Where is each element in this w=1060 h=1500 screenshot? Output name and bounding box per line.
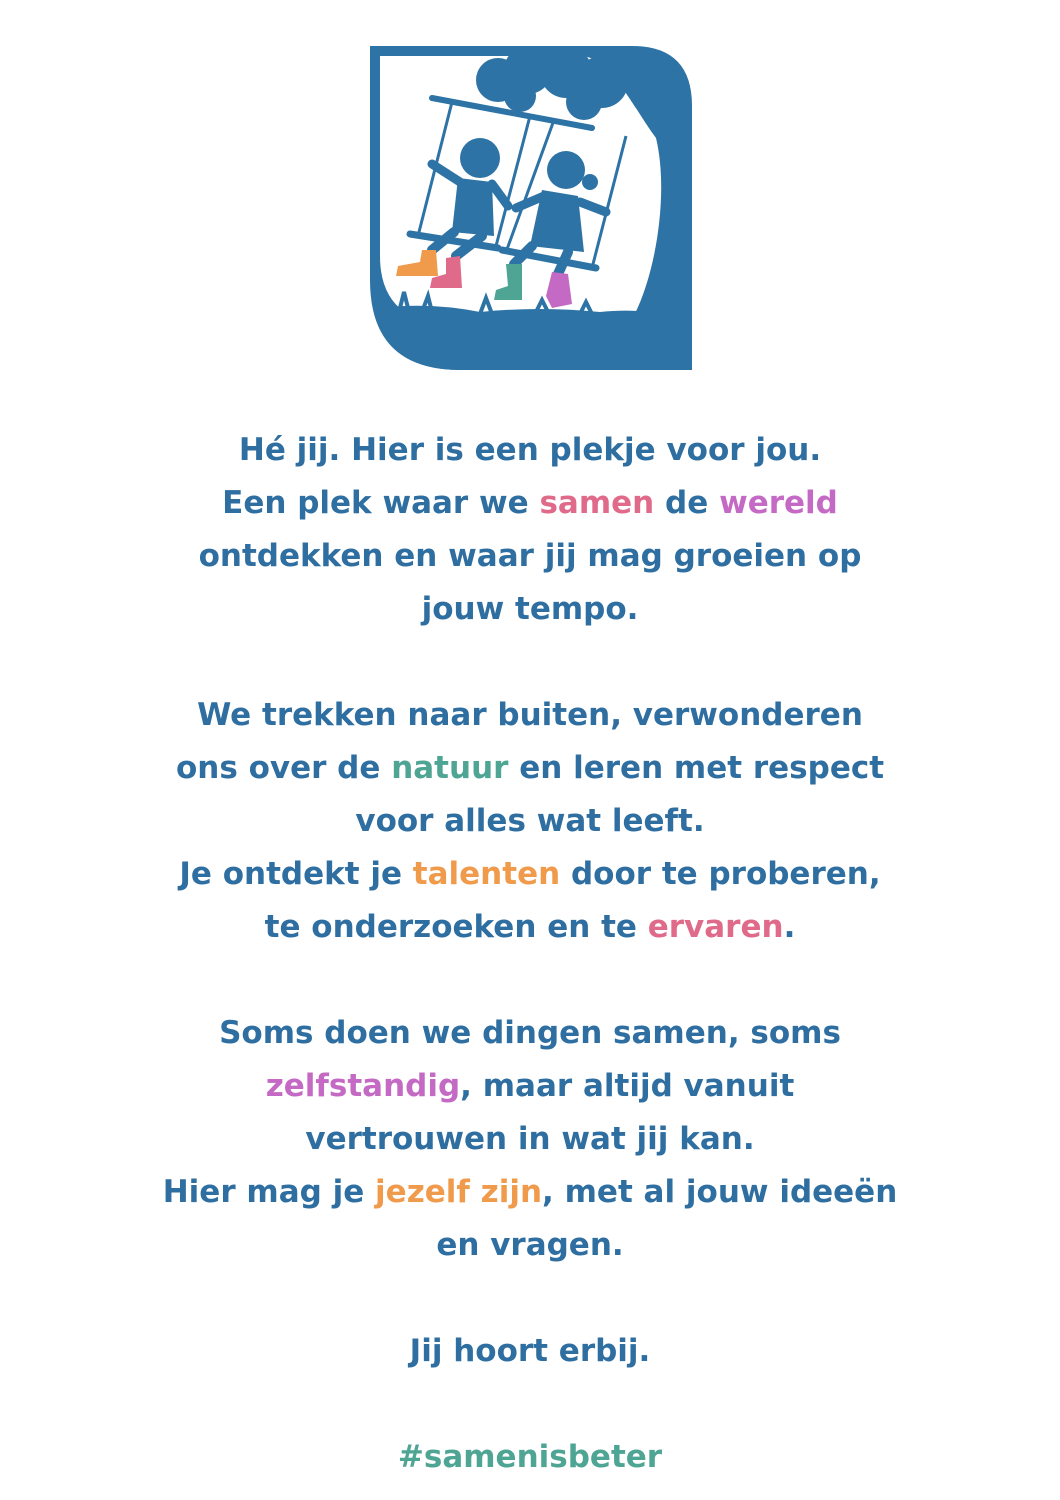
stanza2-line1: We trekken naar buiten, verwonderen [197,697,863,733]
stanza2-line5 [0,901,1060,954]
text-segment: ons over de [175,750,392,786]
stanza3-line4 [0,1166,1060,1219]
text-segment: te onderzoeken en te [264,909,648,945]
text-segment: Hier mag je [162,1174,376,1210]
text-segment: Je ontdekt je [179,856,413,892]
stanza3-line2 [0,1060,1060,1113]
highlight-natuur: natuur [391,750,509,786]
highlight-samen: samen [539,485,655,521]
highlight-jezelf-zijn: jezelf zijn [375,1174,543,1210]
poem [0,424,1060,1484]
hashtag: #samenisbeter [397,1439,663,1475]
stanza-gap [0,1272,1060,1325]
stanza2-line2 [0,742,1060,795]
text-segment: . [783,909,796,945]
highlight-wereld: wereld [719,485,838,521]
stanza3-line3: vertrouwen in wat jij kan. [305,1121,755,1157]
highlight-ervaren: ervaren [647,909,784,945]
text-segment: de [654,485,720,521]
stanza3-line1: Soms doen we dingen samen, soms [219,1015,841,1051]
children-swinging-under-tree-icon [370,46,692,370]
stanza1-line4: jouw tempo. [421,591,639,627]
stanza3-line5: en vragen. [436,1227,624,1263]
text-segment: en leren met respect [508,750,885,786]
stanza2-line3: voor alles wat leeft. [355,803,705,839]
stanza-gap [0,954,1060,1007]
stanza1-line3: ontdekken en waar jij mag groeien op [198,538,862,574]
highlight-talenten: talenten [412,856,561,892]
text-segment: Een plek waar we [222,485,540,521]
text-segment: , met al jouw ideeën [542,1174,898,1210]
text-segment: door te proberen, [560,856,881,892]
stanza1-line2 [0,477,1060,530]
stanza-gap [0,636,1060,689]
highlight-zelfstandig: zelfstandig [265,1068,461,1104]
stanza1-line1: Hé jij. Hier is een plekje voor jou. [238,432,822,468]
text-segment: , maar altijd vanuit [460,1068,795,1104]
closing-line: Jij hoort erbij. [409,1333,651,1369]
stanza2-line4 [0,848,1060,901]
